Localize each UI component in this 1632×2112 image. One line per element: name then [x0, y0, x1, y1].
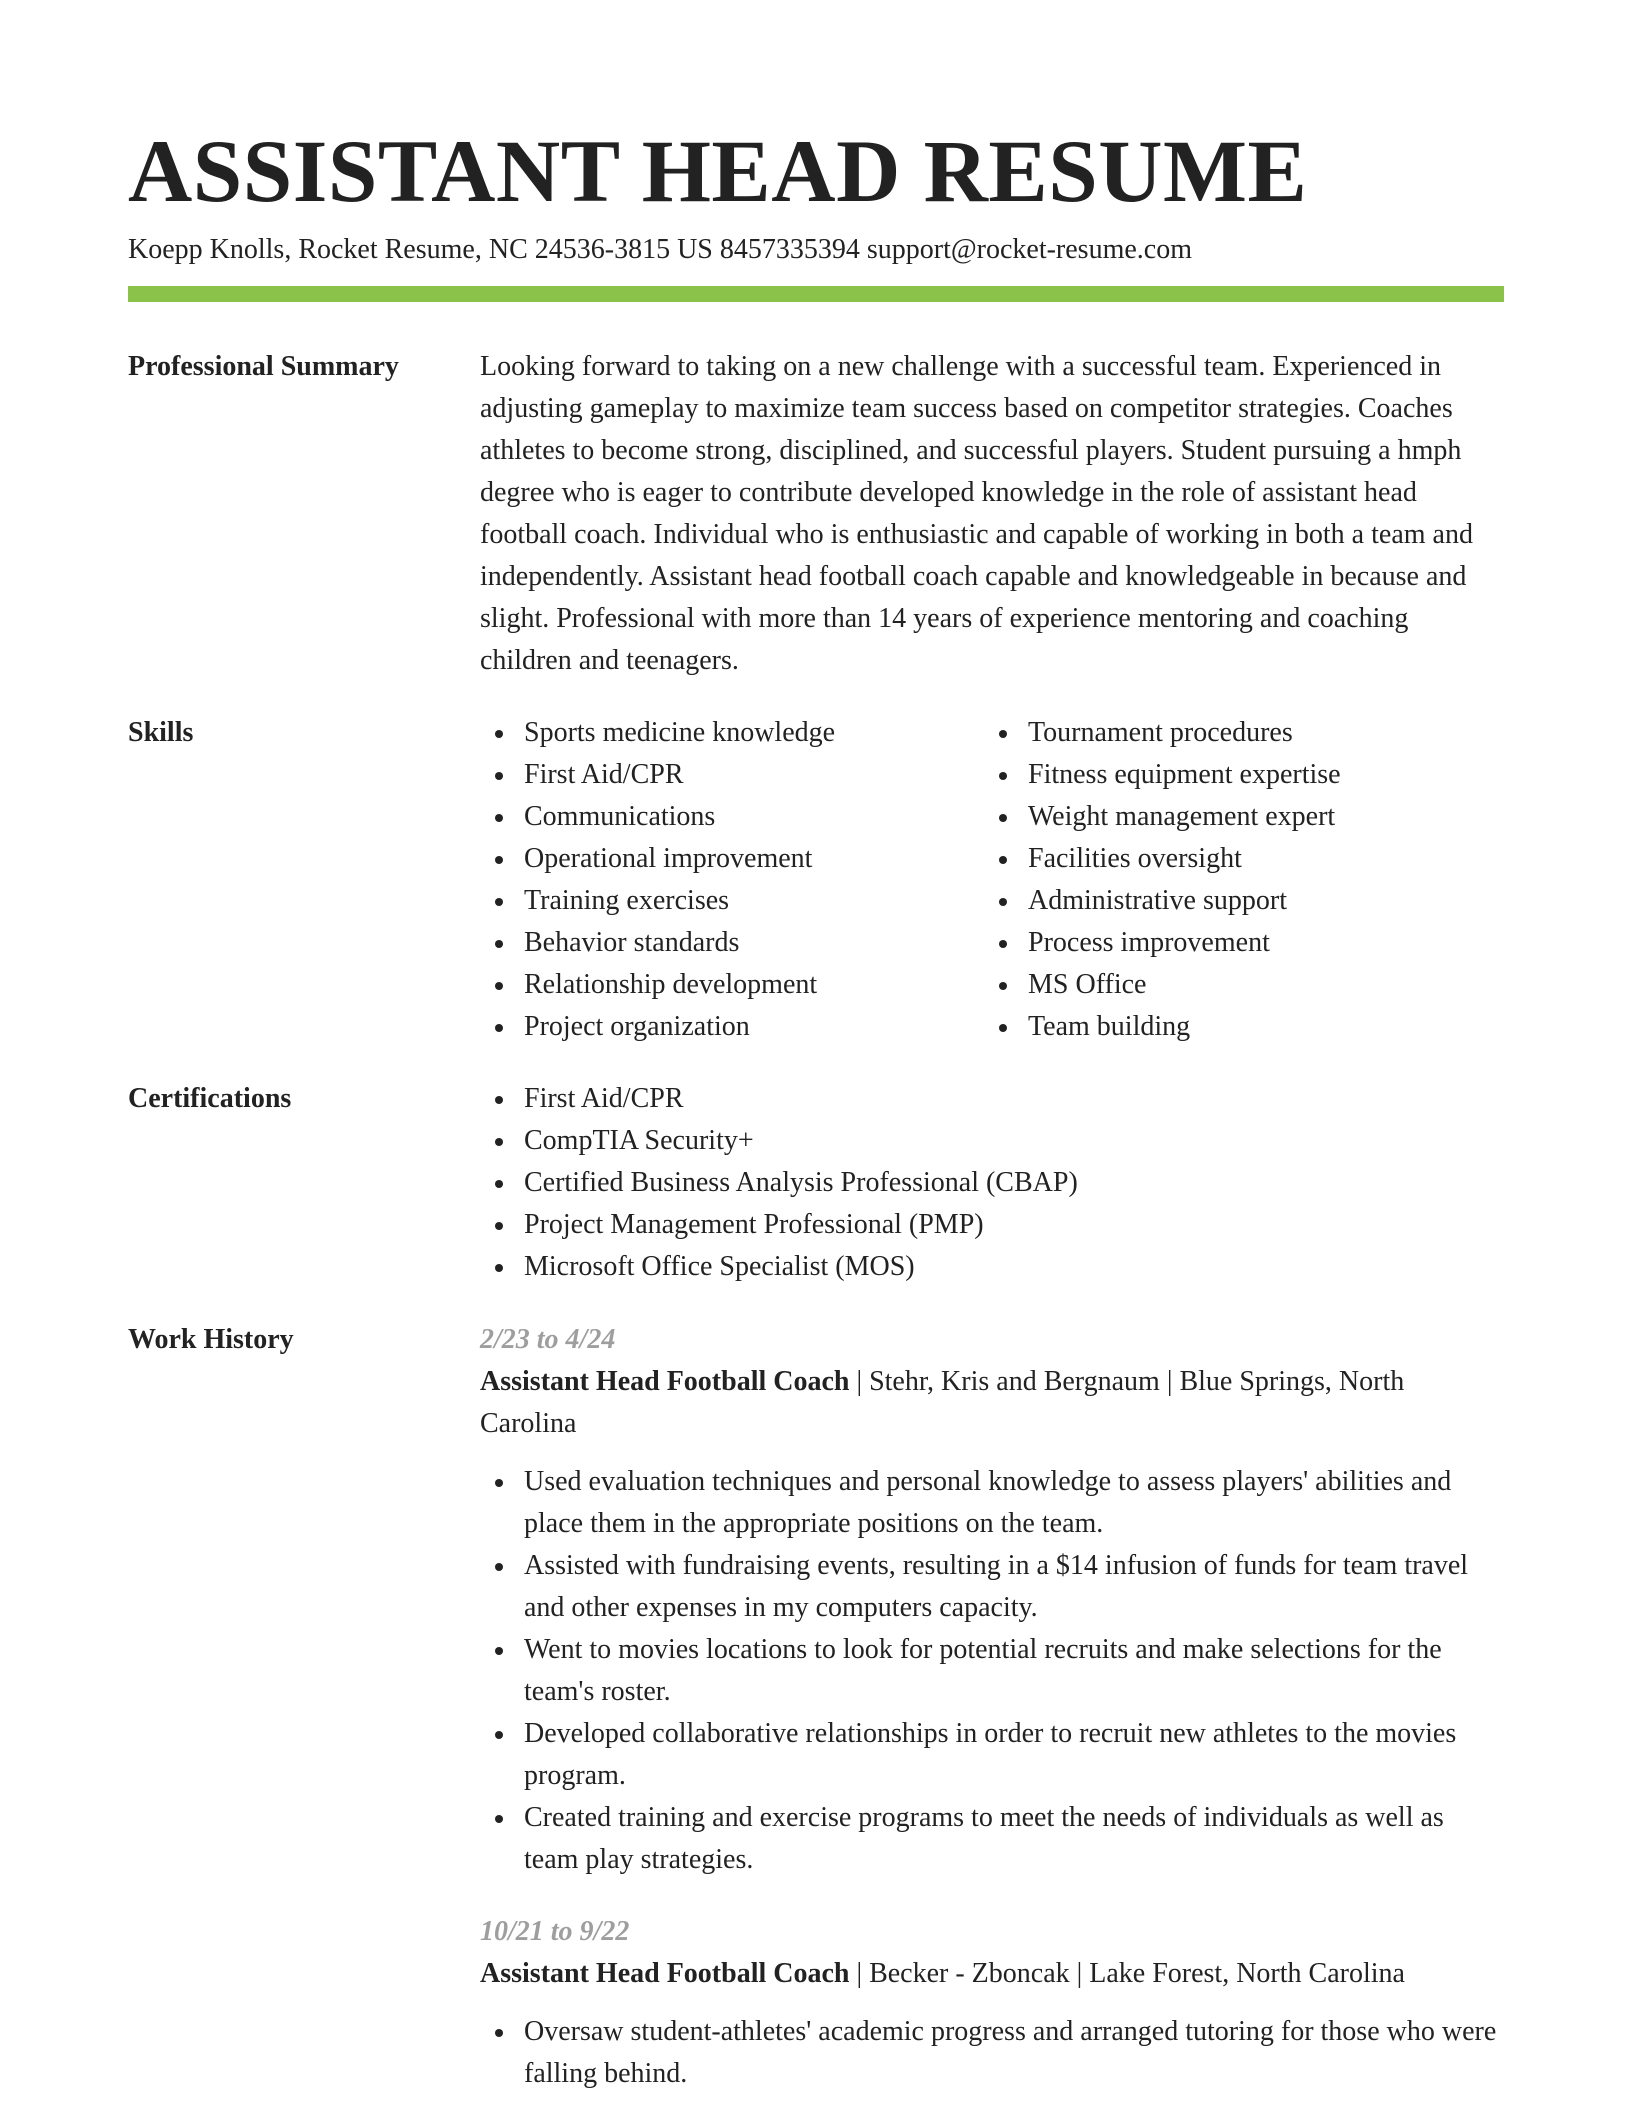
skills-columns — [480, 712, 1504, 1048]
job-dates: 2/23 to 4/24 — [480, 1324, 616, 1355]
job-details: | Stehr, Kris and Bergnaum | Blue Springs, North Carolina — [480, 1366, 1405, 1439]
work-history-body — [480, 1319, 1504, 2112]
job-bullets — [480, 2011, 1504, 2095]
skills-list-right — [984, 712, 1488, 1048]
list-item: Team building — [984, 1006, 1488, 1048]
list-item: Relationship development — [480, 964, 984, 1006]
list-item: Training exercises — [480, 880, 984, 922]
list-item: Sports medicine knowledge — [480, 712, 984, 754]
list-item: Behavior standards — [480, 922, 984, 964]
list-item: Project organization — [480, 1006, 984, 1048]
list-item: Used evaluation techniques and personal knowledge to assess players' abilities and place them in the appropriate positions on the team. — [480, 1461, 1504, 1545]
list-item: Administrative support — [984, 880, 1488, 922]
list-item: Facilities oversight — [984, 838, 1488, 880]
job-heading — [480, 1953, 1504, 1995]
list-item: Went to movies locations to look for potential recruits and make selections for the team's roster. — [480, 1629, 1504, 1713]
list-item: Tournament procedures — [984, 712, 1488, 754]
job-dates: 10/21 to 9/22 — [480, 1916, 630, 1947]
job-heading — [480, 1361, 1504, 1445]
list-item: Operational improvement — [480, 838, 984, 880]
certifications-list — [480, 1078, 1504, 1288]
list-item: CompTIA Security+ — [480, 1120, 1504, 1162]
skills-list-left — [480, 712, 984, 1048]
list-item: MS Office — [984, 964, 1488, 1006]
list-item: First Aid/CPR — [480, 754, 984, 796]
job-role: Assistant Head Football Coach — [480, 1958, 850, 1989]
list-item: Oversaw student-athletes' academic progress and arranged tutoring for those who were falling behind. — [480, 2011, 1504, 2095]
list-item: First Aid/CPR — [480, 1078, 1504, 1120]
list-item: Created training and exercise programs to meet the needs of individuals as well as team play strategies. — [480, 1797, 1504, 1881]
job-details: | Becker - Zboncak | Lake Forest, North Carolina — [849, 1958, 1405, 1989]
list-item: Assisted with fundraising events, resulting in a $14 infusion of funds for team travel and other expenses in my computers capacity. — [480, 1545, 1504, 1629]
work-history-heading: Work History — [128, 1324, 294, 1355]
job-bullets — [480, 1461, 1504, 1881]
list-item: Process improvement — [984, 922, 1488, 964]
summary-text: Looking forward to taking on a new challenge with a successful team. Experienced in adjusting gameplay to maximize team success based on competitor strategies. Coaches athletes to become strong, disciplined, and successful players. Student pursuing a hmph degree who is eager to contribute developed knowledge in the role of assistant head football coach. Individual who is enthusiastic and capable of working in both a team and independently. Assistant head football coach capable and knowledgeable in because and slight. Professional with more than 14 years of experience mentoring and coaching children and teenagers. — [480, 351, 1473, 676]
list-item: Communications — [480, 796, 984, 838]
certifications-heading: Certifications — [128, 1083, 292, 1114]
list-item: Fitness equipment expertise — [984, 754, 1488, 796]
job-entry — [480, 1319, 1504, 1881]
list-item: Developed collaborative relationships in order to recruit new athletes to the movies program. — [480, 1713, 1504, 1797]
list-item: Project Management Professional (PMP) — [480, 1204, 1504, 1246]
skills-heading: Skills — [128, 717, 194, 748]
summary-heading: Professional Summary — [128, 351, 399, 382]
list-item: Microsoft Office Specialist (MOS) — [480, 1246, 1504, 1288]
list-item: Certified Business Analysis Professional (CBAP) — [480, 1162, 1504, 1204]
contact-line: Koepp Knolls, Rocket Resume, NC 24536-3815 US 8457335394 support@rocket-resume.com — [128, 234, 1192, 265]
job-role: Assistant Head Football Coach — [480, 1366, 850, 1397]
job-entry — [480, 1911, 1504, 2095]
accent-divider — [128, 286, 1504, 302]
list-item: Weight management expert — [984, 796, 1488, 838]
resume-title: ASSISTANT HEAD RESUME — [128, 123, 1308, 221]
